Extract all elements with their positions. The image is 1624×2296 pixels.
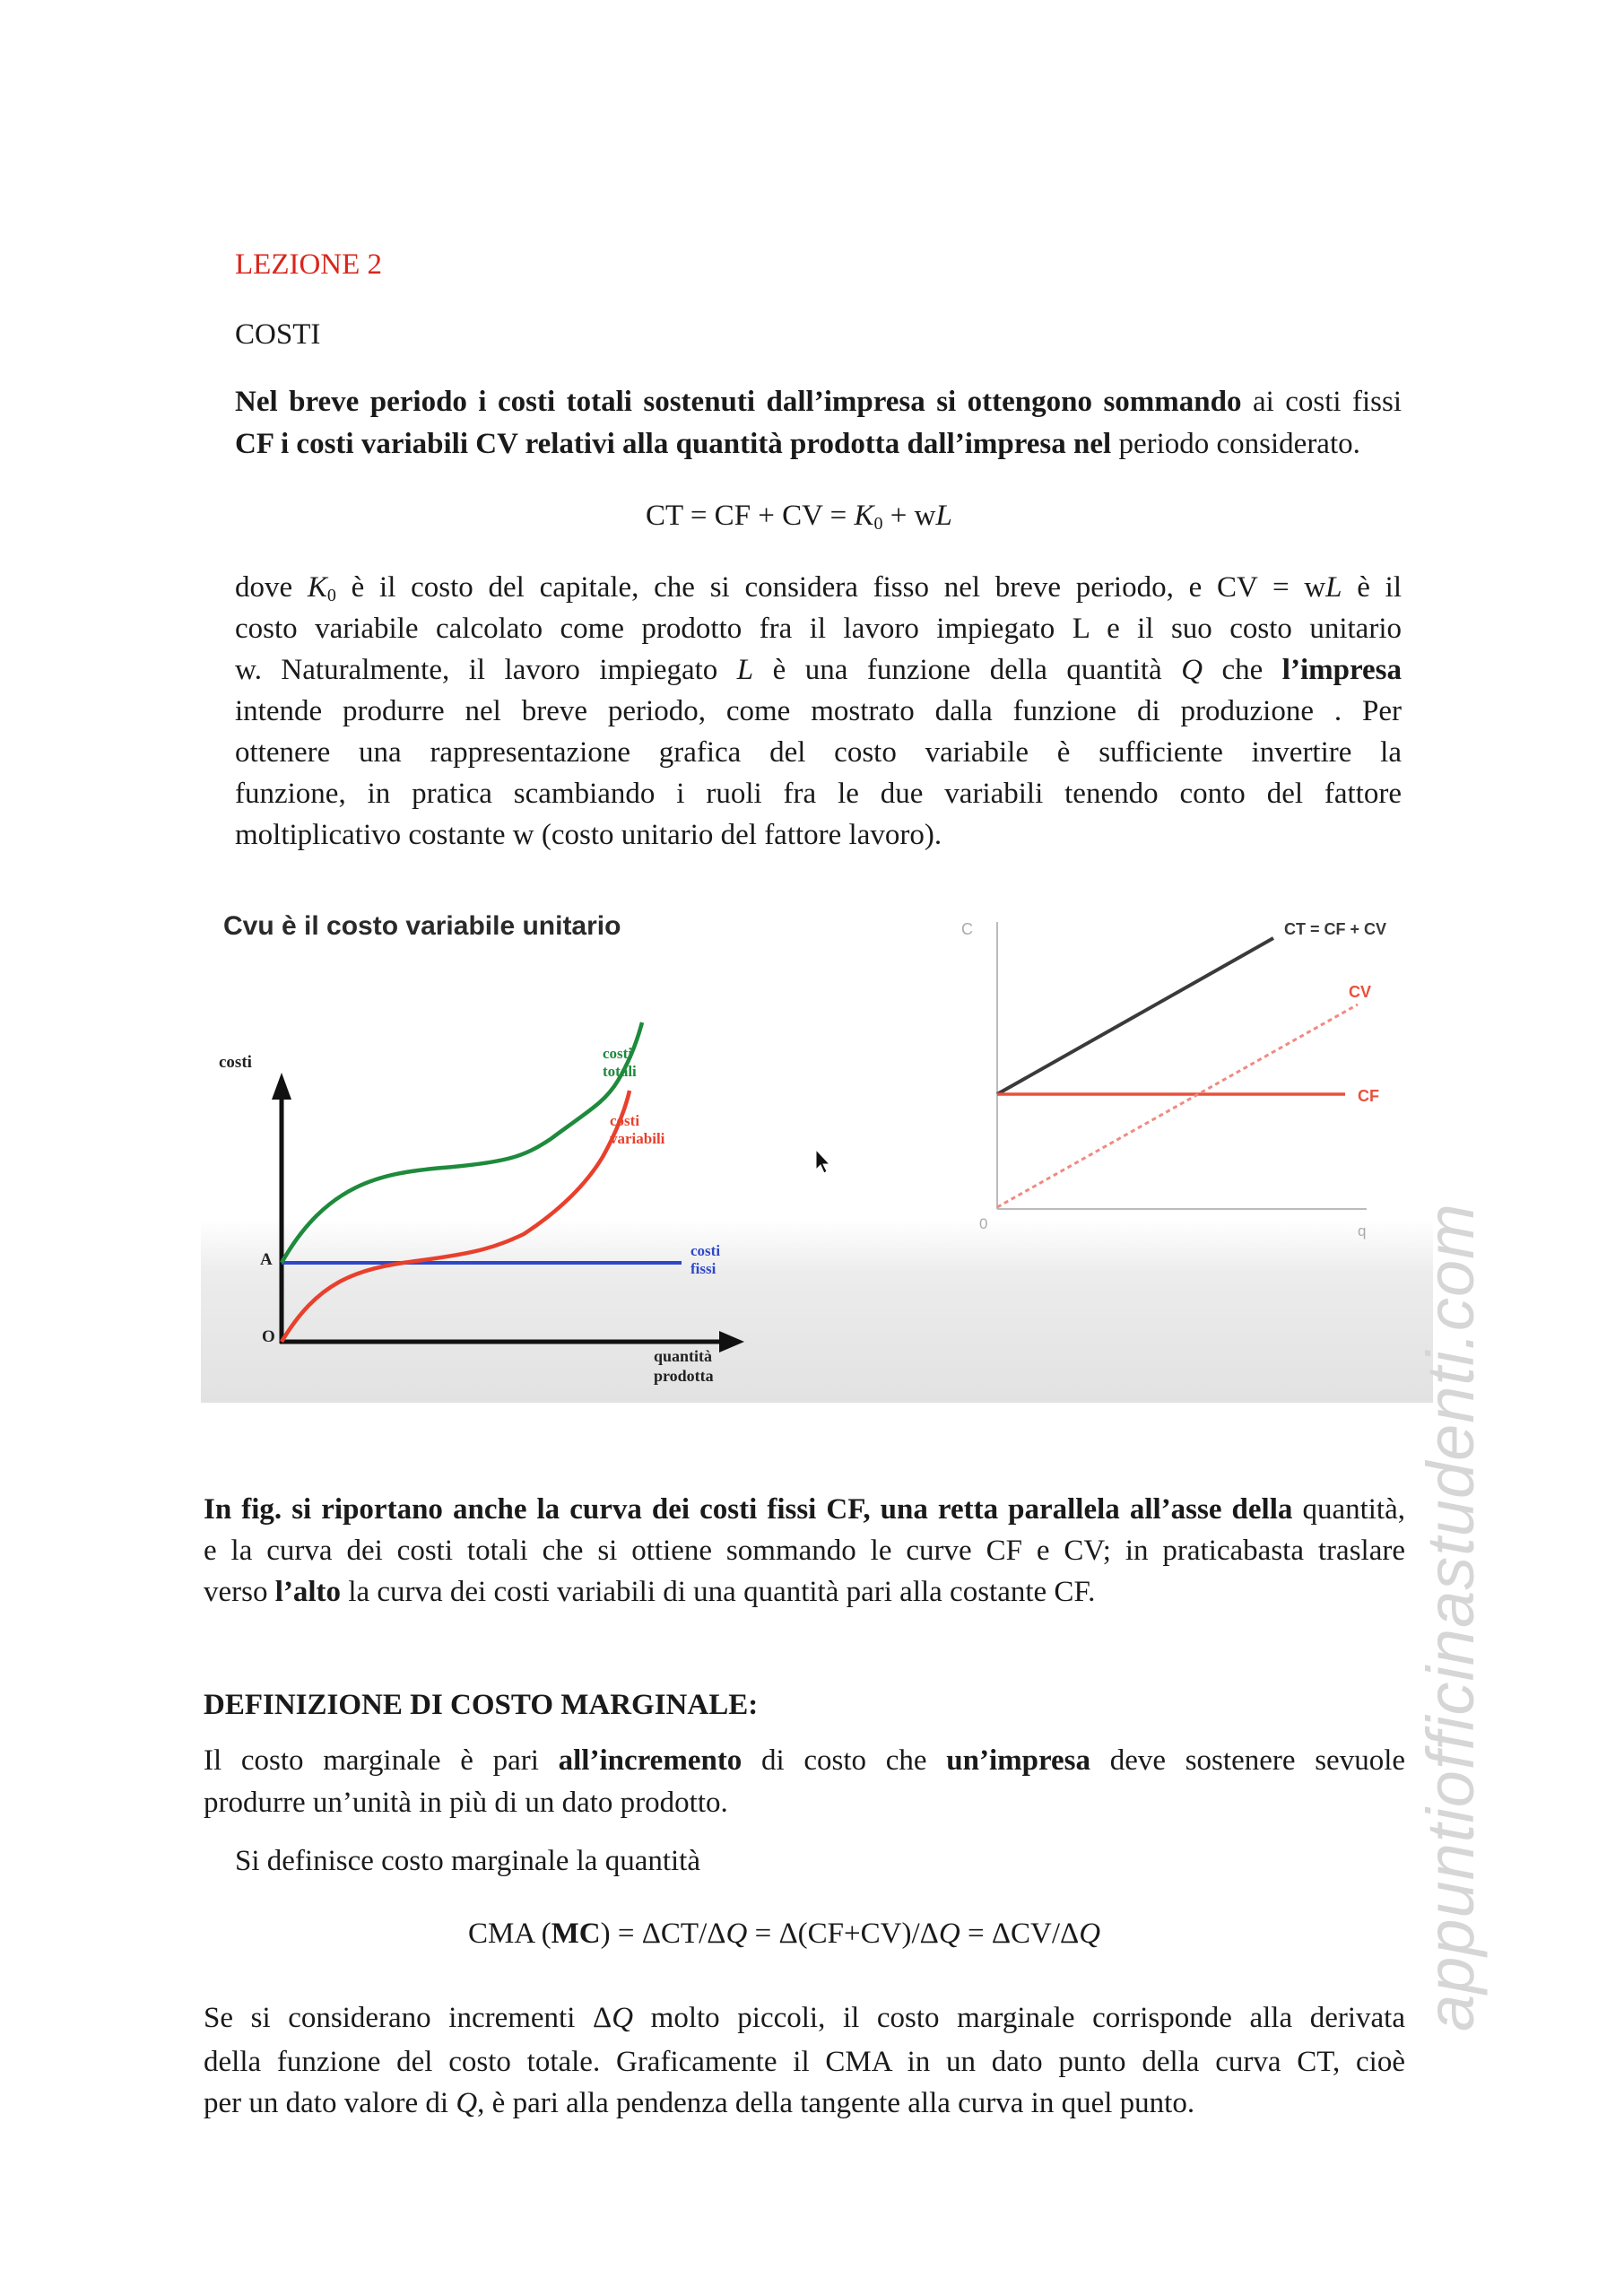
intro-line-2: CF i costi variabili CV relativi alla quantità prodotta dall’impresa nel periodo considerato. [235,428,1360,460]
lesson-title: LEZIONE 2 [235,248,383,281]
para2-line-6: funzione, in pratica scambiando i ruoli fra le due variabili tenendo conto del fattore [235,778,1402,810]
left-y-arrow [272,1073,291,1100]
fixed-label-1: costi [690,1242,721,1259]
definition-line-2: produrre un’unità in più di un dato prodotto. [204,1787,728,1819]
para3-line-3: verso l’alto la curva dei costi variabili di una quantità pari alla costante CF. [204,1576,1096,1608]
ct-label: CT = CF + CV [1284,920,1387,938]
cv-line [997,1004,1358,1207]
definition-line-3: Si definisce costo marginale la quantità [235,1845,700,1877]
right-x-label: q [1358,1222,1367,1239]
para2-line-4: intende produrre nel breve periodo, come mostrato dalla funzione di produzione . Per [235,695,1402,727]
fixed-label-2: fissi [690,1260,716,1277]
para2-line-5: ottenere una rappresentazione grafica del costo variabile è sufficiente invertire la [235,736,1402,769]
left-y-label: costi [219,1053,252,1072]
left-x-label-1: quantità [654,1347,713,1365]
ct-line [997,938,1273,1094]
para4-line-2: della funzione del costo totale. Graficamente il CMA in un dato punto della curva CT, cioè [204,2046,1405,2078]
total-label-1: costi [603,1045,633,1062]
cv-label: CV [1349,983,1372,1001]
left-chart [219,1022,744,1385]
formula-marginal-cost: CMA (MC) = ΔCT/ΔQ = Δ(CF+CV)/ΔQ = ΔCV/ΔQ [468,1918,1101,1950]
variable-label-1: costi [610,1112,640,1129]
para2-line-3: w. Naturalmente, il lavoro impiegato L è una funzione della quantità Q che l’impresa [235,654,1402,686]
para2-line-2: costo variabile calcolato come prodotto fra il lavoro impiegato L e il suo costo unitario [235,613,1402,645]
variable-costs-curve [282,1091,630,1342]
definition-line-1: Il costo marginale è pari all’incremento di costo che un’impresa deve sostenere sevuole [204,1744,1406,1777]
topic-title: COSTI [235,318,321,351]
intro-line-1: Nel breve periodo i costi totali sostenuti dall’impresa si ottengono sommando ai costi fissi [235,386,1402,418]
para4-line-1: Se si considerano incrementi ΔQ molto piccoli, il costo marginale corrisponde alla derivata [204,2002,1405,2034]
mouse-cursor-icon [816,1150,829,1173]
watermark: appuntiofficinastudenti.com [1413,1203,1488,2031]
figure-title: Cvu è il costo variabile unitario [223,911,621,941]
label-o: O [262,1327,275,1346]
label-a: A [260,1250,273,1269]
left-x-arrow [719,1331,744,1352]
cost-curves-figure [201,888,1433,1403]
definition-heading: DEFINIZIONE DI COSTO MARGINALE: [204,1689,759,1721]
cost-curves-svg [201,888,1433,1403]
left-x-label-2: prodotta [654,1367,714,1385]
para3-line-2: e la curva dei costi totali che si ottiene sommando le curve CF e CV; in praticabasta traslare [204,1535,1405,1567]
para3-line-1: In fig. si riportano anche la curva dei costi fissi CF, una retta parallela all’asse della quantità, [204,1493,1405,1526]
right-chart [961,920,1386,1239]
total-costs-curve [282,1022,642,1263]
para2-line-7: moltiplicativo costante w (costo unitario del fattore lavoro). [235,819,942,851]
para4-line-3: per un dato valore di Q, è pari alla pendenza della tangente alla curva in quel punto. [204,2087,1195,2119]
total-label-2: totali [603,1063,637,1080]
formula-total-cost: CT = CF + CV = $K_0$ + wL [646,500,952,534]
variable-label-2: variabili [610,1130,665,1147]
para2-line-1: dove $K_0$ è il costo del capitale, che si considera fisso nel breve periodo, e CV = wL è il [235,571,1402,605]
cf-label: CF [1358,1087,1379,1105]
right-y-label: C [961,920,973,938]
right-zero-label: 0 [979,1215,988,1232]
